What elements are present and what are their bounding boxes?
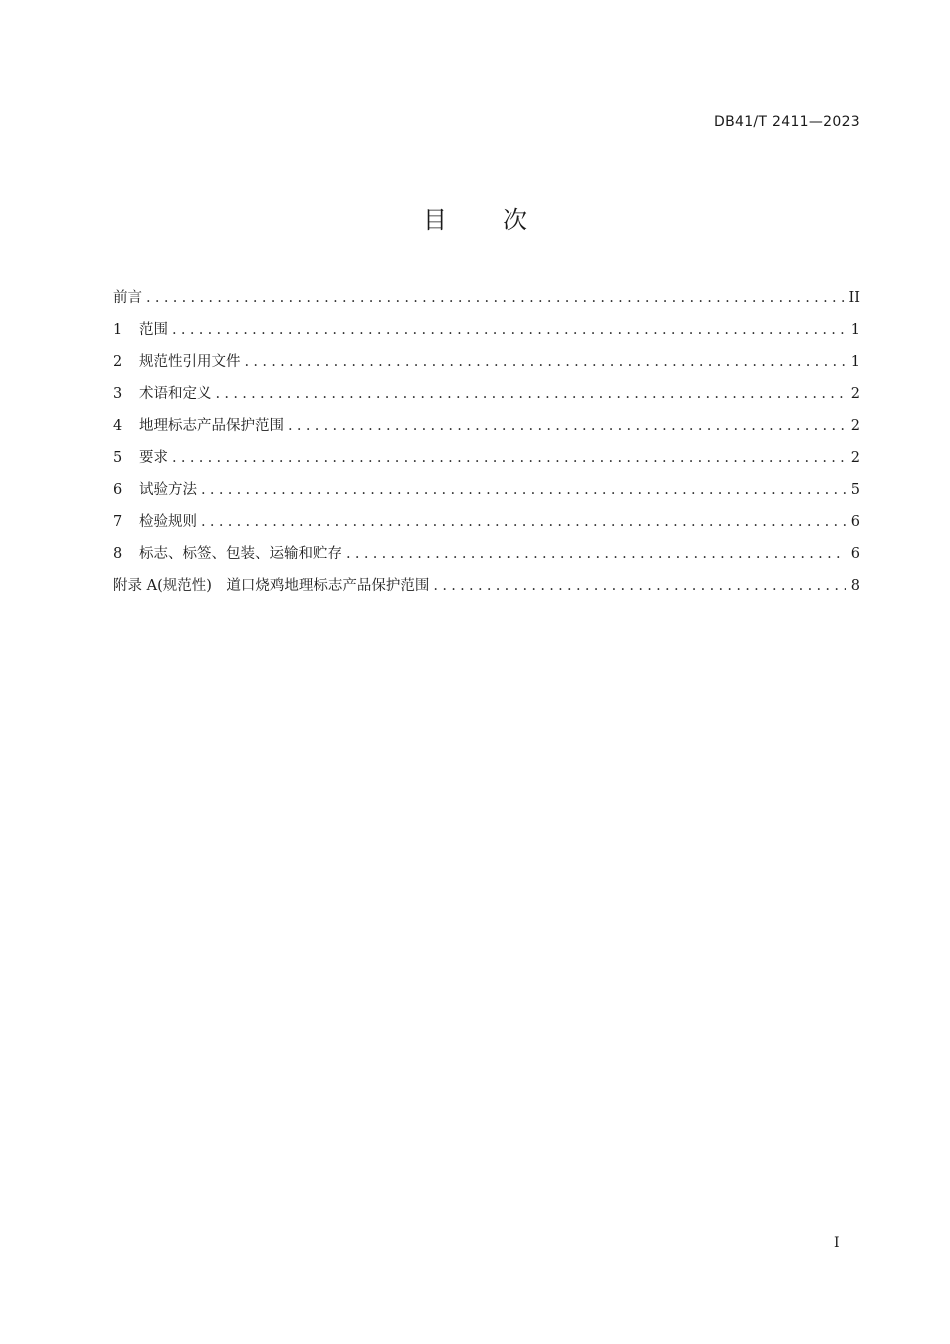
toc-entry-number: 5 <box>113 450 123 466</box>
toc-entry-number: 4 <box>113 418 123 434</box>
toc-entry-label: 地理标志产品保护范围 <box>139 418 284 434</box>
toc-entry-4[interactable] <box>113 414 860 446</box>
toc-entry-label: 要求 <box>139 450 168 466</box>
toc-entry-page: 8 <box>850 578 860 594</box>
toc-entry-3[interactable] <box>113 382 860 414</box>
toc-leader-dots <box>201 510 846 534</box>
toc-entry-number: 7 <box>113 514 123 530</box>
toc-entry-5[interactable] <box>113 446 860 478</box>
toc-entry-page: 1 <box>850 354 860 370</box>
toc-entry-2[interactable] <box>113 350 860 382</box>
toc-entry-number: 8 <box>113 546 123 562</box>
toc-entry-number: 6 <box>113 482 123 498</box>
toc-leader-dots <box>288 414 846 438</box>
toc-leader-dots <box>245 350 847 374</box>
toc-entry-page: 1 <box>850 322 860 338</box>
toc-leader-dots <box>146 286 845 310</box>
toc-leader-dots <box>216 382 847 406</box>
toc-entry-label: 检验规则 <box>139 514 197 530</box>
toc-leader-dots <box>433 574 846 598</box>
toc-leader-dots <box>172 446 846 470</box>
toc-entry-7[interactable] <box>113 510 860 542</box>
toc-entry-page: 5 <box>850 482 860 498</box>
toc-entry-page: 2 <box>850 450 860 466</box>
toc-leader-dots <box>346 542 846 566</box>
toc-entry-label: 术语和定义 <box>139 386 212 402</box>
toc-entry-label: 规范性引用文件 <box>139 354 241 370</box>
toc-entry-label: 试验方法 <box>139 482 197 498</box>
toc-entry-page: 6 <box>850 514 860 530</box>
toc-entry-label: 标志、标签、包装、运输和贮存 <box>139 546 342 562</box>
toc-leader-dots <box>201 478 846 502</box>
toc-entry-page: II <box>848 290 860 306</box>
toc-entry-8[interactable] <box>113 542 860 574</box>
toc-entry-number: 3 <box>113 386 123 402</box>
toc-entry-page: 6 <box>850 546 860 562</box>
standard-code: DB41/T 2411—2023 <box>714 114 860 130</box>
toc-entry-appendix-a[interactable] <box>113 574 860 606</box>
toc-entry-page: 2 <box>850 386 860 402</box>
toc-entry-6[interactable] <box>113 478 860 510</box>
toc-entry-label: 前言 <box>113 290 142 306</box>
toc-entry-number: 2 <box>113 354 123 370</box>
toc-entry-1[interactable] <box>113 318 860 350</box>
table-of-contents <box>113 286 860 606</box>
toc-entry-label: 附录 A(规范性) 道口烧鸡地理标志产品保护范围 <box>113 578 430 594</box>
toc-entry-foreword[interactable] <box>113 286 860 318</box>
toc-entry-label: 范围 <box>139 322 168 338</box>
toc-entry-page: 2 <box>850 418 860 434</box>
toc-entry-number: 1 <box>113 322 123 338</box>
toc-leader-dots <box>172 318 846 342</box>
toc-title: 目次 <box>423 206 583 234</box>
page-number: I <box>834 1235 840 1251</box>
